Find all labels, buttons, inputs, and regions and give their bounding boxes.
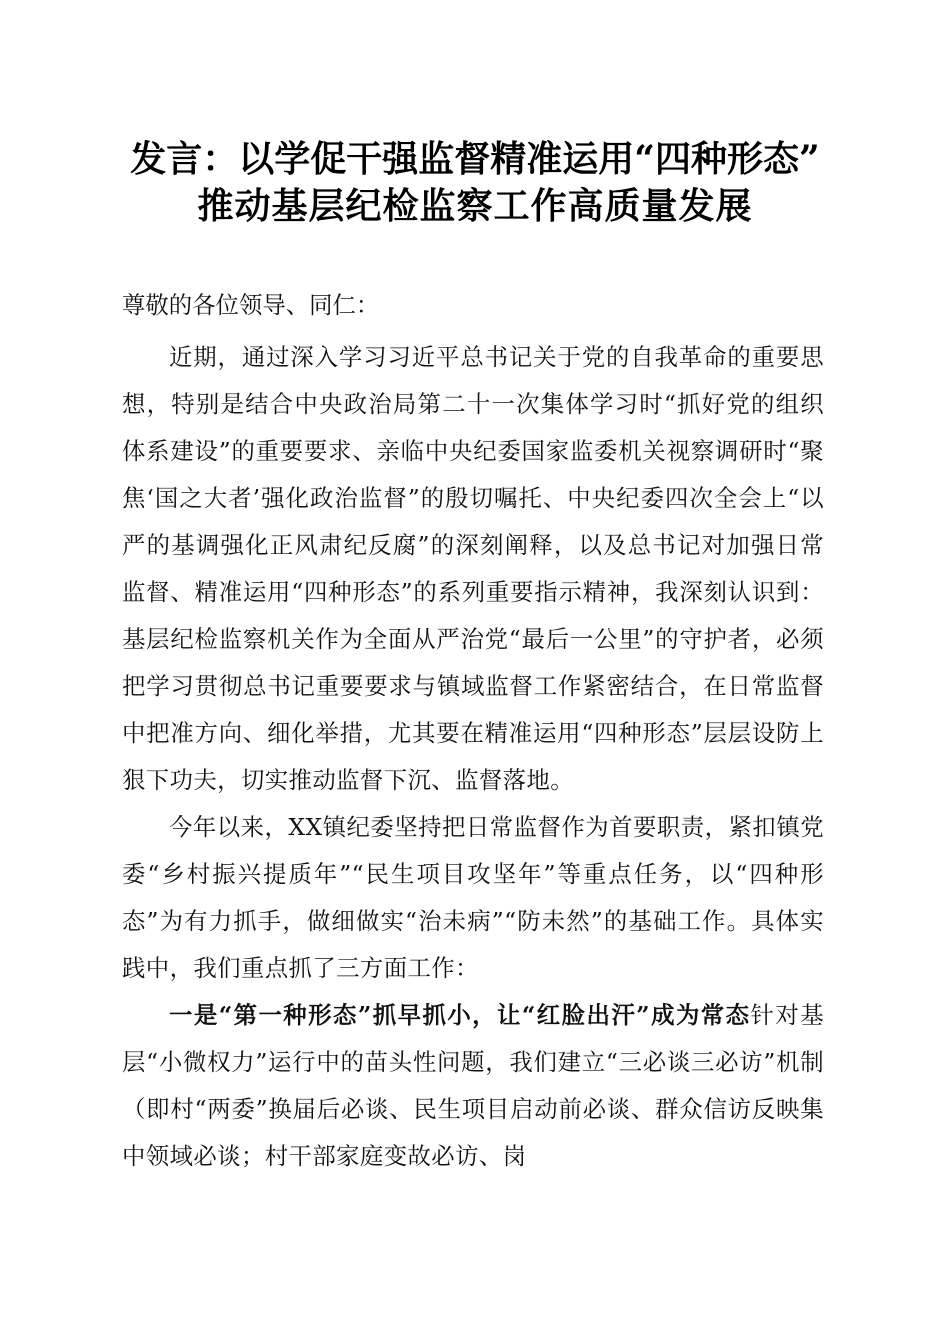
document-title-line-2: 推动基层纪检监察工作高质量发展 xyxy=(197,185,753,227)
section-1-heading: 一是“第一种形态”抓早抓小，让“红脸出汗”成为常态 xyxy=(169,1001,751,1029)
paragraph: 近期，通过深入学习习近平总书记关于党的自我革命的重要思想，特别是结合中央政治局第二十一次集体学习时“抓好党的组织体系建设”的重要要求、亲临中央纪委国家监委机关视察调研时“聚焦‘国之大者’强化政治监督”的殷切嘱托、中央纪委四次全会上“以严的基调强化正风肃纪反腐”的深刻阐释，以及总书记对加强日常监督、精准运用“四种形态”的系列重要指示精神，我深刻认识到：基层纪检监察机关作为全面从严治党“最后一公里”的守护者，必须把学习贯彻总书记重要要求与镇域监督工作紧密结合，在日常监督中把准方向、细化举措，尤其要在精准运用“四种形态”层层设防上狠下功夫，切实推动监督下沉、监督落地。 xyxy=(122,343,824,794)
section-1-paragraph xyxy=(122,992,824,1180)
salutation: 尊敬的各位领导、同仁： xyxy=(122,291,380,319)
document-title-line-1: 发言：以学促干强监督精准运用“四种形态” xyxy=(130,138,820,180)
section-1-text: 针对基层“小微权力”运行中的苗头性问题，我们建立“三必谈三必访”机制（即村“两委”换届后必谈、民生项目启动前必谈、群众信访反映集中领域必谈；村干部家庭变故必访、岗 xyxy=(122,1001,824,1170)
paragraph: 今年以来，XX镇纪委坚持把日常监督作为首要职责，紧扣镇党委“乡村振兴提质年”“民生项目攻坚年”等重点任务，以“四种形态”为有力抓手，做细做实“治未病”“防未然”的基础工作。具体实践中，我们重点抓了三方面工作： xyxy=(122,813,824,982)
document-body xyxy=(122,282,824,1180)
